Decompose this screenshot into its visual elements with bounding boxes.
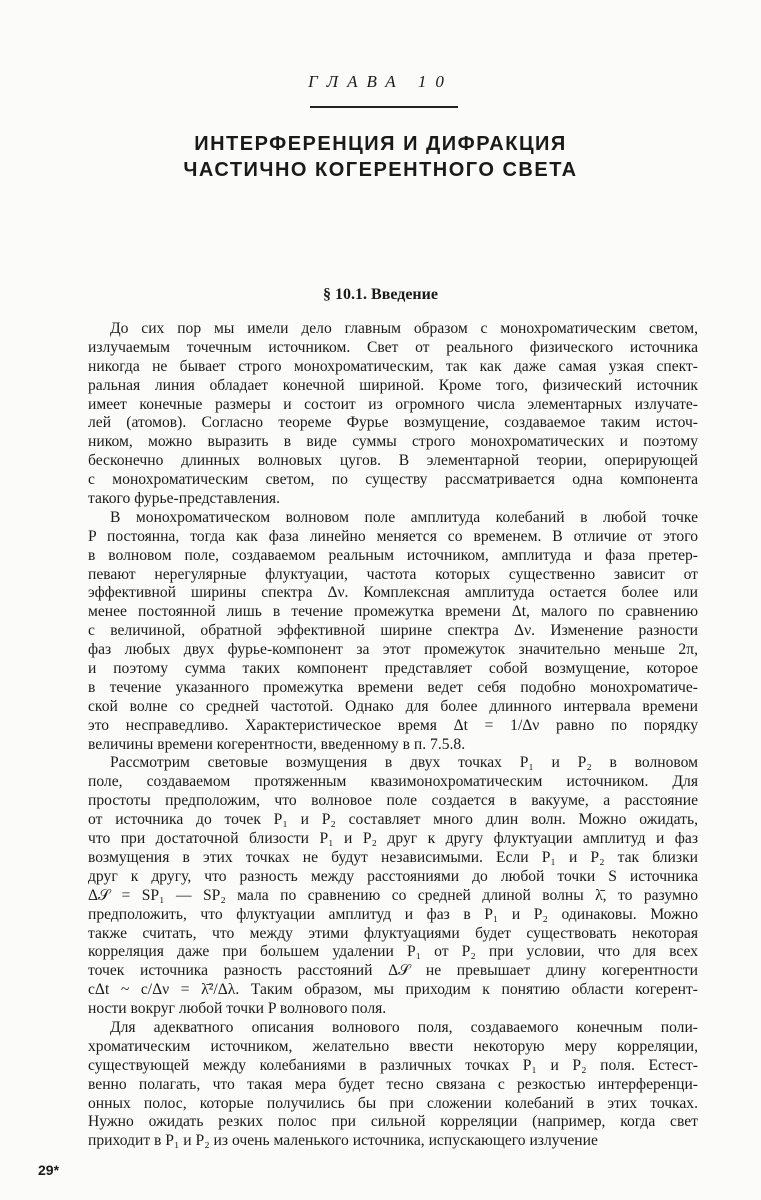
text-line: существующей между колебаниями в различных точках P₁ и P₂ поля. Естест- — [88, 1056, 698, 1074]
paragraph — [88, 320, 698, 509]
text-line: бесконечно длинных волновых цугов. В элементарной теории, оперирующей — [88, 452, 698, 470]
text-line: менее постоянной лишь в течение промежутка времени Δt, малого по сравнению — [88, 603, 698, 621]
body-text — [88, 320, 698, 1151]
text-line: что при достаточной близости P₁ и P₂ друг к другу флуктуации амплитуд и фаз — [88, 830, 698, 848]
paragraph — [88, 509, 698, 755]
text-line: ником, можно выразить в виде суммы строго монохроматических и поэтому — [88, 433, 698, 451]
text-line: простоты предположим, что волновое поле создается в вакууме, а расстояние — [88, 792, 698, 810]
paragraph — [88, 754, 698, 1018]
text-line: В монохроматическом волновом поле амплитуда колебаний в любой точке — [110, 508, 698, 526]
text-line: До сих пор мы имели дело главным образом с монохроматическим светом, — [110, 320, 698, 337]
text-line: имеет конечные размеры и состоит из огромного числа элементарных излучате- — [88, 395, 698, 413]
chapter-title-line-2: ЧАСТИЧНО КОГЕРЕНТНОГО СВЕТА — [183, 159, 578, 181]
text-line: поле, создаваемом протяженным квазимонохроматическим источником. Для — [88, 773, 698, 791]
text-line: эффективной ширины спектра Δν. Комплексная амплитуда остается более или — [88, 584, 698, 602]
text-line: излучаемым точечным источником. Свет от реального физического источника — [88, 338, 698, 356]
text-line: такого фурье-представления. — [88, 490, 281, 508]
chapter-title-line-1: ИНТЕРФЕРЕНЦИЯ И ДИФРАКЦИЯ — [194, 133, 567, 155]
text-line: приходит в P₁ и P₂ из очень маленького источника, испускающего излучение — [88, 1132, 598, 1150]
heading-rule — [310, 106, 458, 108]
text-line: ности вокруг любой точки P волнового поля. — [88, 1000, 387, 1018]
text-line: с монохроматическим светом, по существу рассматривается одна компонента — [88, 471, 698, 489]
text-line: ральная линия обладает конечной шириной. Кроме того, физический источник — [88, 376, 698, 394]
text-line: хроматическим источником, желательно ввести некоторую меру корреляции, — [88, 1037, 698, 1055]
text-line: в течение указанного промежутка времени ведет себя подобно монохроматиче- — [88, 678, 698, 696]
text-line: величины времени когерентности, введенному в п. 7.5.8. — [88, 735, 466, 753]
text-line: Для адекватного описания волнового поля, создаваемого конечным поли- — [110, 1018, 698, 1036]
text-line: корреляция даже при большем удалении P₁ от P₂ при условии, что для всех — [88, 943, 698, 961]
text-line: возмущения в этих точках не будут независимыми. Если P₁ и P₂ так близки — [88, 848, 698, 866]
text-line: Рассмотрим световые возмущения в двух точках P₁ и P₂ в волновом — [110, 754, 698, 772]
text-line: онных полос, которые получились бы при сложении колебаний в этих точках. — [88, 1094, 698, 1112]
text-line: венно полагать, что такая мера будет тесно связана с резкостью интерференци- — [88, 1075, 698, 1093]
text-line: Δ𝒮 = SP₁ — SP₂ мала по сравнению со средней длиной волны λ̄, то разумно — [88, 886, 698, 904]
text-line: ской волне со средней частотой. Однако для более длинного интервала времени — [88, 697, 698, 715]
text-line: друг к другу, что разность между расстояниями до любой точки S источника — [88, 867, 698, 885]
text-line: фаз любых двух фурье-компонент за этот промежуток значительно меньше 2π, — [88, 641, 698, 659]
text-line: никогда не бывает строго монохроматическим, так как даже самая узкая спект- — [88, 357, 698, 375]
text-line: лей (атомов). Согласно теореме Фурье возмущение, создаваемое таким источ- — [88, 414, 698, 432]
text-line: певают нерегулярные флуктуации, частота которых существенно зависит от — [88, 565, 698, 583]
text-line: точек источника разность расстояний Δ𝒮 не превышает длину когерентности — [88, 962, 698, 980]
chapter-title — [0, 131, 761, 183]
page-folio: 29* — [38, 1162, 60, 1178]
text-line: P постоянна, тогда как фаза линейно меняется со временем. В отличие от этого — [88, 527, 698, 545]
text-line: и поэтому сумма таких компонент представляет собой возмущение, которое — [88, 660, 698, 678]
text-line: это несправедливо. Характеристическое время Δt = 1/Δν равно по порядку — [88, 716, 698, 734]
text-line: с величиной, обратной эффективной ширине спектра Δν. Изменение разности — [88, 622, 698, 640]
text-line: также считать, что между этими флуктуациями будет существовать некоторая — [88, 924, 698, 942]
chapter-heading: ГЛАВА 10 — [308, 72, 453, 91]
text-line: предположить, что флуктуации амплитуд и фаз в P₁ и P₂ одинаковы. Можно — [88, 905, 698, 923]
section-heading: § 10.1. Введение — [323, 286, 438, 303]
text-line: cΔt ~ c/Δν = λ̄²/Δλ. Таким образом, мы приходим к понятию области когерент- — [88, 981, 698, 999]
text-line: в волновом поле, создаваемом реальным источником, амплитуда и фаза претер- — [88, 546, 698, 564]
text-line: Нужно ожидать резких полос при сильной корреляции (например, когда свет — [88, 1113, 698, 1131]
paragraph — [88, 1019, 698, 1151]
text-line: от источника до точек P₁ и P₂ составляет много длин волн. Можно ожидать, — [88, 811, 698, 829]
